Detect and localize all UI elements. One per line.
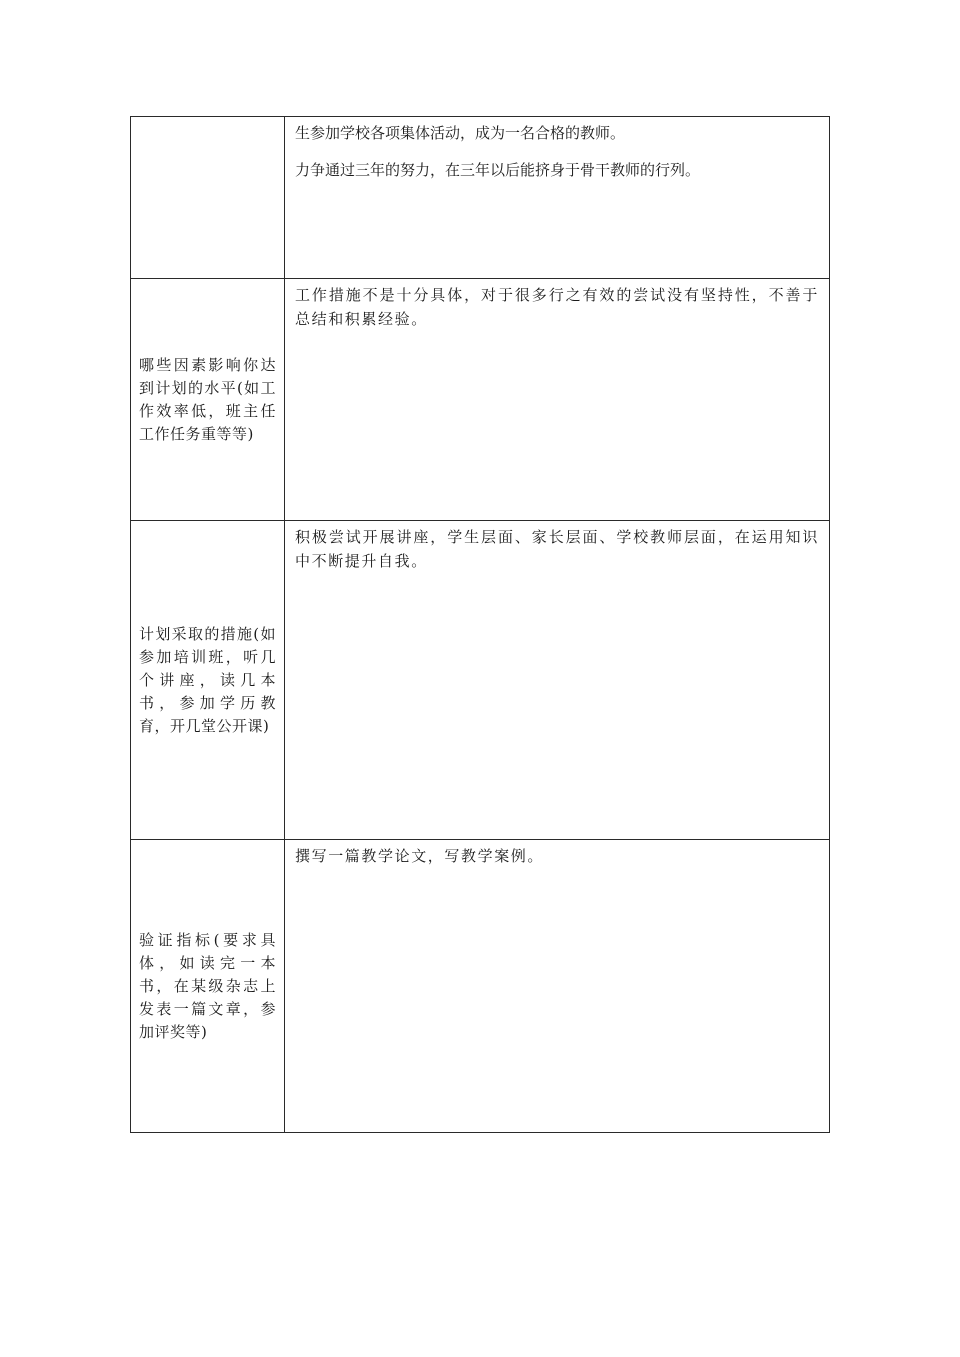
row-label-cell: [131, 521, 285, 840]
table-row: [131, 521, 830, 840]
row-content-cell: [285, 117, 830, 279]
row-label: 计划采取的措施(如参加培训班，听几个讲座，读几本书，参加学历教育，开几堂公开课): [139, 624, 276, 735]
content-paragraph: 生参加学校各项集体活动，成为一名合格的教师。: [295, 124, 626, 142]
row-content-cell: [285, 521, 830, 840]
content-paragraph: 工作措施不是十分具体，对于很多行之有效的尝试没有坚持性，不善于总结和积累经验。: [295, 286, 819, 328]
row-content: [285, 840, 829, 868]
row-label-cell: [131, 117, 285, 279]
content-paragraph: 力争通过三年的努力，在三年以后能挤身于骨干教师的行列。: [295, 161, 701, 179]
content-paragraph: 撰写一篇教学论文，写教学案例。: [295, 847, 545, 865]
row-label-cell: [131, 279, 285, 521]
table-row: [131, 279, 830, 521]
row-content: [285, 521, 829, 573]
row-content-cell: [285, 840, 830, 1133]
development-plan-table: [130, 116, 830, 1133]
row-label: 哪些因素影响你达到计划的水平(如工作效率低，班主任工作任务重等等): [139, 355, 276, 443]
table-row: [131, 117, 830, 279]
row-label-cell: [131, 840, 285, 1133]
row-content-cell: [285, 279, 830, 521]
content-paragraph: 积极尝试开展讲座，学生层面、家长层面、学校教师层面，在运用知识中不断提升自我。: [295, 528, 819, 570]
row-label: 验证指标(要求具体，如读完一本书，在某级杂志上发表一篇文章，参加评奖等): [139, 930, 276, 1041]
row-content: [285, 279, 829, 331]
row-content: [285, 117, 829, 182]
table-row: [131, 840, 830, 1133]
